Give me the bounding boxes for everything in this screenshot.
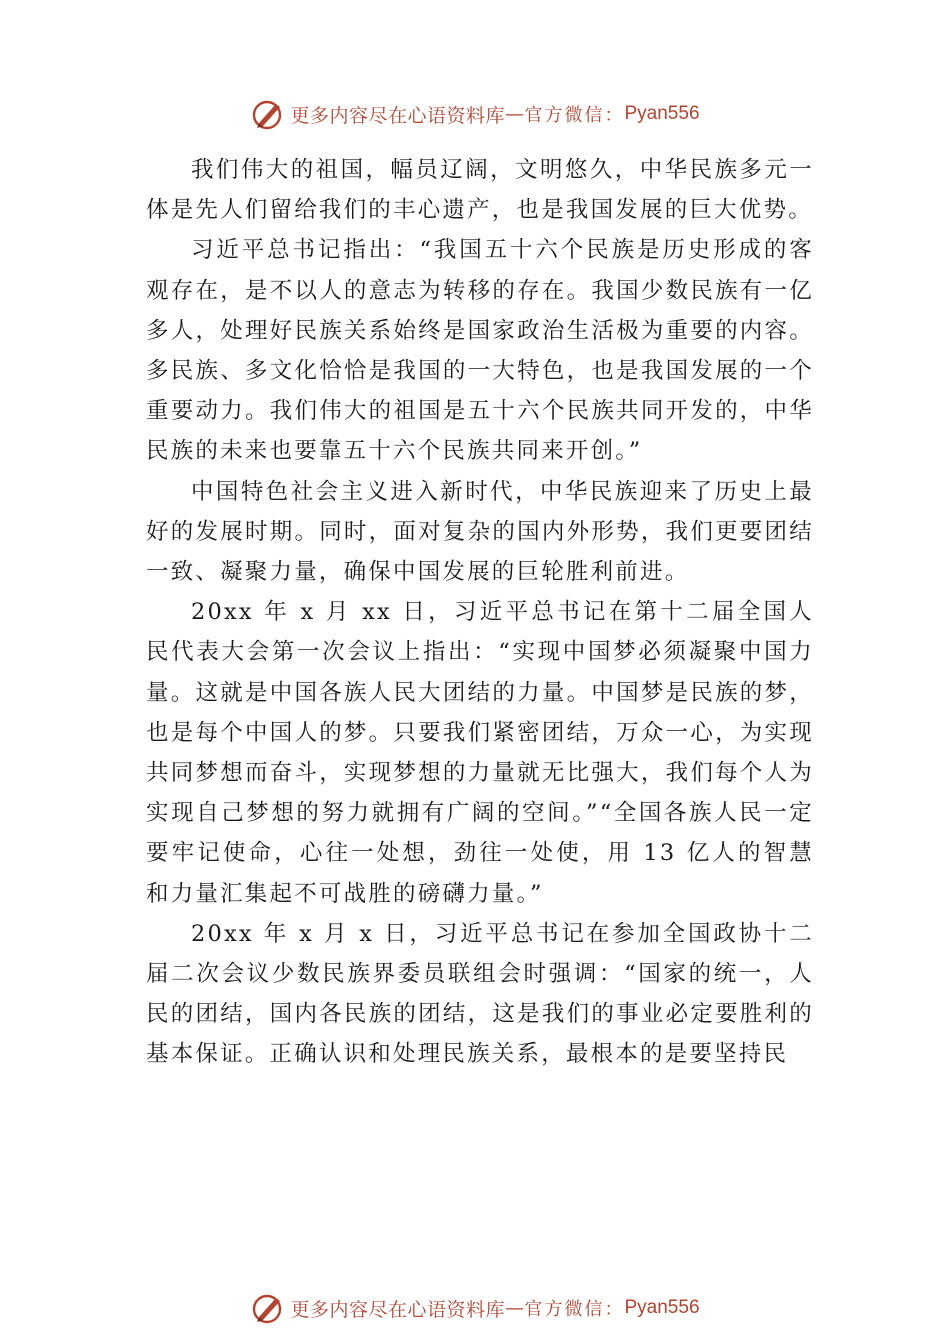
banner-title: 更多内容尽在心语资料库 — [290, 104, 505, 127]
paragraph: 习近平总书记指出：“我国五十六个民族是历史形成的客观存在，是不以人的意志为转移的存在。我国少数民族有一亿多人，处理好民族关系始终是国家政治生活极为重要的内容。多民族、多文化恰恰是我国的一大特色，也是我国发展的一个重要动力。我们伟大的祖国是五十六个民族共同开发的，中华民族的未来也要靠五十六个民族共同来开创。” — [146, 237, 814, 465]
banner-wechat-id: Pyan556 — [624, 103, 700, 124]
banner-wechat-label: 官方微信： — [524, 105, 625, 126]
paragraph: 20xx 年 x 月 x 日，习近平总书记在参加全国政协十二届二次会议少数民族界委员联组会时强调：“国家的统一，人民的团结，国内各民族的团结，这是我们的事业必定要胜利的基本保证。正确认识和处理民族关系，最根本的是要坚持民 — [146, 920, 814, 1068]
paragraph: 20xx 年 x 月 xx 日，习近平总书记在第十二届全国人民代表大会第一次会议上指出：“实现中国梦必须凝聚中国力量。这就是中国各族人民大团结的力量。中国梦是民族的梦，也是每个中国人的梦。只要我们紧密团结，万众一心，为实现共同梦想而奋斗，实现梦想的力量就无比强大，我们每个人为实现自己梦想的努力就拥有广阔的空间。”“全国各族人民一定要牢记使命，心往一处想，劲往一处使，用 13 亿人的智慧和力量汇集起不可战胜的磅礴力量。” — [146, 599, 814, 907]
document-body — [146, 150, 814, 1075]
footer-banner — [0, 1288, 950, 1328]
pen-logo-icon — [250, 96, 286, 132]
banner-wechat-id: Pyan556 — [624, 1297, 700, 1318]
banner-dash: — — [505, 1297, 525, 1319]
banner-dash: — — [505, 103, 525, 125]
banner-title: 更多内容尽在心语资料库 — [290, 1298, 505, 1321]
paragraph: 中国特色社会主义进入新时代，中华民族迎来了历史上最好的发展时期。同时，面对复杂的国内外形势，我们更要团结一致、凝聚力量，确保中国发展的巨轮胜利前进。 — [146, 478, 814, 586]
pen-logo-icon — [250, 1290, 286, 1326]
banner-wechat-label: 官方微信： — [524, 1299, 625, 1320]
paragraph: 我们伟大的祖国，幅员辽阔，文明悠久，中华民族多元一体是先人们留给我们的丰心遗产，也是我国发展的巨大优势。 — [146, 157, 814, 224]
header-banner — [0, 94, 950, 134]
